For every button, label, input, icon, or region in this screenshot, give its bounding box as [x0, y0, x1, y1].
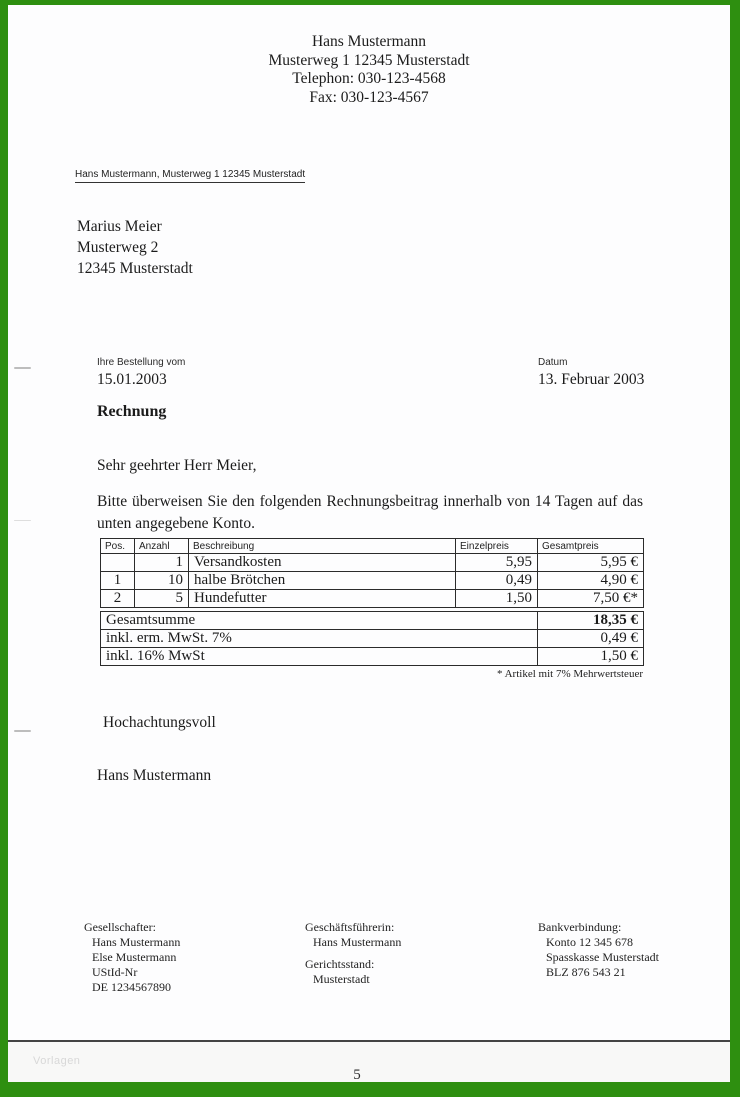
table-row — [101, 554, 644, 572]
sender-return-address — [75, 169, 305, 183]
footer-management — [305, 920, 401, 987]
footer-line: Spasskasse Musterstadt — [546, 950, 659, 964]
cell-einzelpreis: 5,95 — [456, 554, 538, 572]
letterhead-phone: Telephon: 030-123-4568 — [292, 70, 446, 87]
cell-pos — [101, 554, 135, 572]
footer-line: Konto 12 345 678 — [546, 935, 633, 949]
letterhead — [8, 33, 730, 107]
cell-einzelpreis: 1,50 — [456, 590, 538, 608]
fold-mark — [14, 367, 31, 369]
order-reference-date: 15.01.2003 — [97, 371, 167, 388]
letter-date-label: Datum — [538, 357, 568, 368]
letter-date — [538, 357, 644, 389]
col-header-einzelpreis: Einzelpreis — [456, 539, 538, 554]
col-header-anzahl: Anzahl — [135, 539, 189, 554]
cell-beschreibung: halbe Brötchen — [189, 572, 456, 590]
invoice-page — [8, 5, 730, 1082]
cell-gesamtpreis: 5,95 € — [538, 554, 644, 572]
cell-beschreibung: Hundefutter — [189, 590, 456, 608]
footer-bank-label: Bankverbindung: — [538, 920, 622, 934]
fold-mark — [14, 730, 31, 732]
summary-row-total — [101, 612, 644, 630]
letter-date-value: 13. Februar 2003 — [538, 371, 645, 388]
footer-shareholders-label: Gesellschafter: — [84, 920, 156, 934]
footer-line: DE 1234567890 — [92, 980, 171, 994]
footer-shareholders — [84, 920, 180, 995]
cell-anzahl: 5 — [135, 590, 189, 608]
summary-row-vat7 — [101, 630, 644, 648]
footer-jurisdiction-label: Gerichtsstand: — [305, 957, 375, 971]
footer-line: BLZ 876 543 21 — [546, 965, 626, 979]
vat16-label: inkl. 16% MwSt — [101, 648, 538, 666]
cell-gesamtpreis: 7,50 €* — [538, 590, 644, 608]
footer-line: Hans Mustermann — [313, 935, 402, 949]
vat7-value: 0,49 € — [538, 630, 644, 648]
salutation: Sehr geehrter Herr Meier, — [97, 457, 257, 474]
cell-beschreibung: Versandkosten — [189, 554, 456, 572]
document-title: Rechnung — [97, 403, 167, 420]
page-number: 5 — [353, 1067, 361, 1083]
cell-anzahl: 1 — [135, 554, 189, 572]
invoice-summary-table — [100, 611, 644, 666]
table-header-row — [101, 539, 644, 554]
footer-line: Hans Mustermann — [92, 935, 181, 949]
order-reference — [97, 357, 185, 389]
invoice-items-table — [100, 538, 644, 608]
recipient-name: Marius Meier — [77, 218, 162, 235]
footer-bank-details — [538, 920, 659, 980]
fold-mark — [14, 520, 31, 521]
recipient-city: 12345 Musterstadt — [77, 259, 193, 277]
order-reference-label: Ihre Bestellung vom — [97, 357, 186, 368]
col-header-pos: Pos. — [101, 539, 135, 554]
signature-name: Hans Mustermann — [97, 767, 212, 784]
cell-einzelpreis: 0,49 — [456, 572, 538, 590]
farewell: Hochachtungsvoll — [103, 714, 216, 731]
cell-pos: 2 — [101, 590, 135, 608]
table-row — [101, 590, 644, 608]
footer-line: Musterstadt — [313, 972, 370, 986]
recipient-address — [77, 217, 193, 279]
sender-return-address-text: Hans Mustermann, Musterweg 1 12345 Musterstadt — [75, 169, 305, 183]
cell-gesamtpreis: 4,90 € — [538, 572, 644, 590]
summary-row-vat16 — [101, 648, 644, 666]
vat-footnote: * Artikel mit 7% Mehrwertsteuer — [496, 668, 643, 680]
vat7-label: inkl. erm. MwSt. 7% — [101, 630, 538, 648]
body-paragraph: Bitte überweisen Sie den folgenden Rechnungsbeitrag innerhalb von 14 Tagen auf das unten angegebene Konto. — [97, 493, 643, 532]
recipient-street: Musterweg 2 — [77, 238, 159, 256]
letterhead-fax: Fax: 030-123-4567 — [309, 88, 429, 106]
cell-pos: 1 — [101, 572, 135, 590]
total-value: 18,35 € — [538, 612, 644, 630]
cell-anzahl: 10 — [135, 572, 189, 590]
watermark-text: Vorlagen — [33, 1055, 81, 1067]
footer-line: Else Mustermann — [92, 950, 177, 964]
col-header-beschreibung: Beschreibung — [189, 539, 456, 554]
footer-line: UStId-Nr — [92, 965, 138, 979]
table-row — [101, 572, 644, 590]
letterhead-address: Musterweg 1 12345 Musterstadt — [268, 51, 470, 69]
total-label: Gesamtsumme — [101, 612, 538, 630]
vat16-value: 1,50 € — [538, 648, 644, 666]
footer-manager-label: Geschäftsführerin: — [305, 920, 395, 934]
letterhead-name: Hans Mustermann — [311, 33, 427, 50]
col-header-gesamtpreis: Gesamtpreis — [538, 539, 644, 554]
